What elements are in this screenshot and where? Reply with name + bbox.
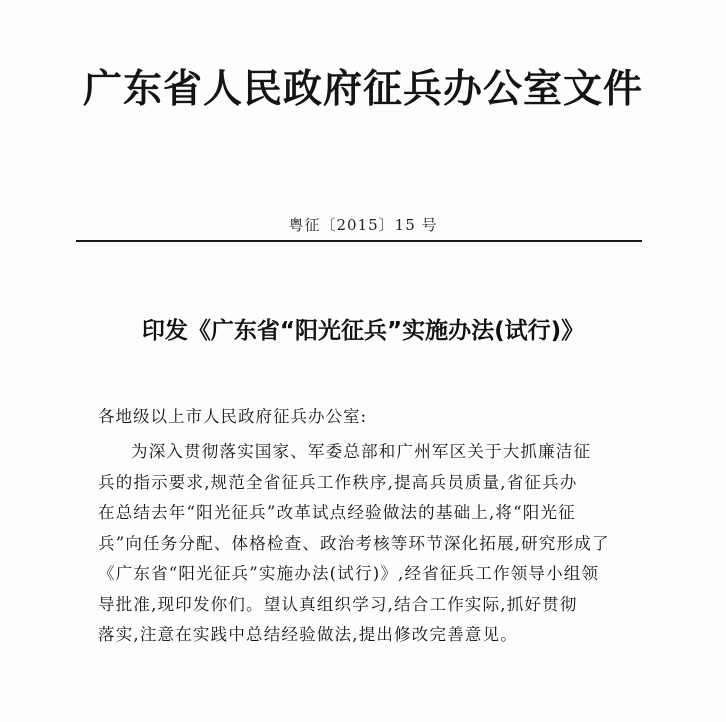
header-divider	[76, 240, 642, 242]
body-line: 在总结去年“阳光征兵”改革试点经验做法的基础上,将“阳光征	[98, 503, 576, 522]
document-header: 广东省人民政府征兵办公室文件	[82, 67, 643, 112]
document-title: 印发《广东省“阳光征兵”实施办法(试行)》	[141, 318, 585, 344]
body-line: 导批准,现印发你们。望认真组织学习,结合工作实际,抓好贯彻	[98, 594, 578, 614]
body-line: 为深入贯彻落实国家、军委总部和广州军区关于大抓廉洁征	[131, 442, 592, 461]
document-number: 粤征〔2015〕15 号	[288, 216, 438, 234]
body-line: 落实,注意在实践中总结经验做法,提出修改完善意见。	[98, 625, 518, 644]
body-line: 兵的指示要求,规范全省征兵工作秩序,提高兵员质量,省征兵办	[98, 472, 578, 492]
body-line: 《广东省“阳光征兵”实施办法(试行)》,经省征兵工作领导小组领	[98, 564, 600, 583]
body-line: 兵”向任务分配、体格检查、政治考核等环节深化拓展,研究形成了	[98, 533, 610, 553]
salutation: 各地级以上市人民政府征兵办公室:	[98, 407, 368, 426]
body-text	[98, 437, 658, 651]
